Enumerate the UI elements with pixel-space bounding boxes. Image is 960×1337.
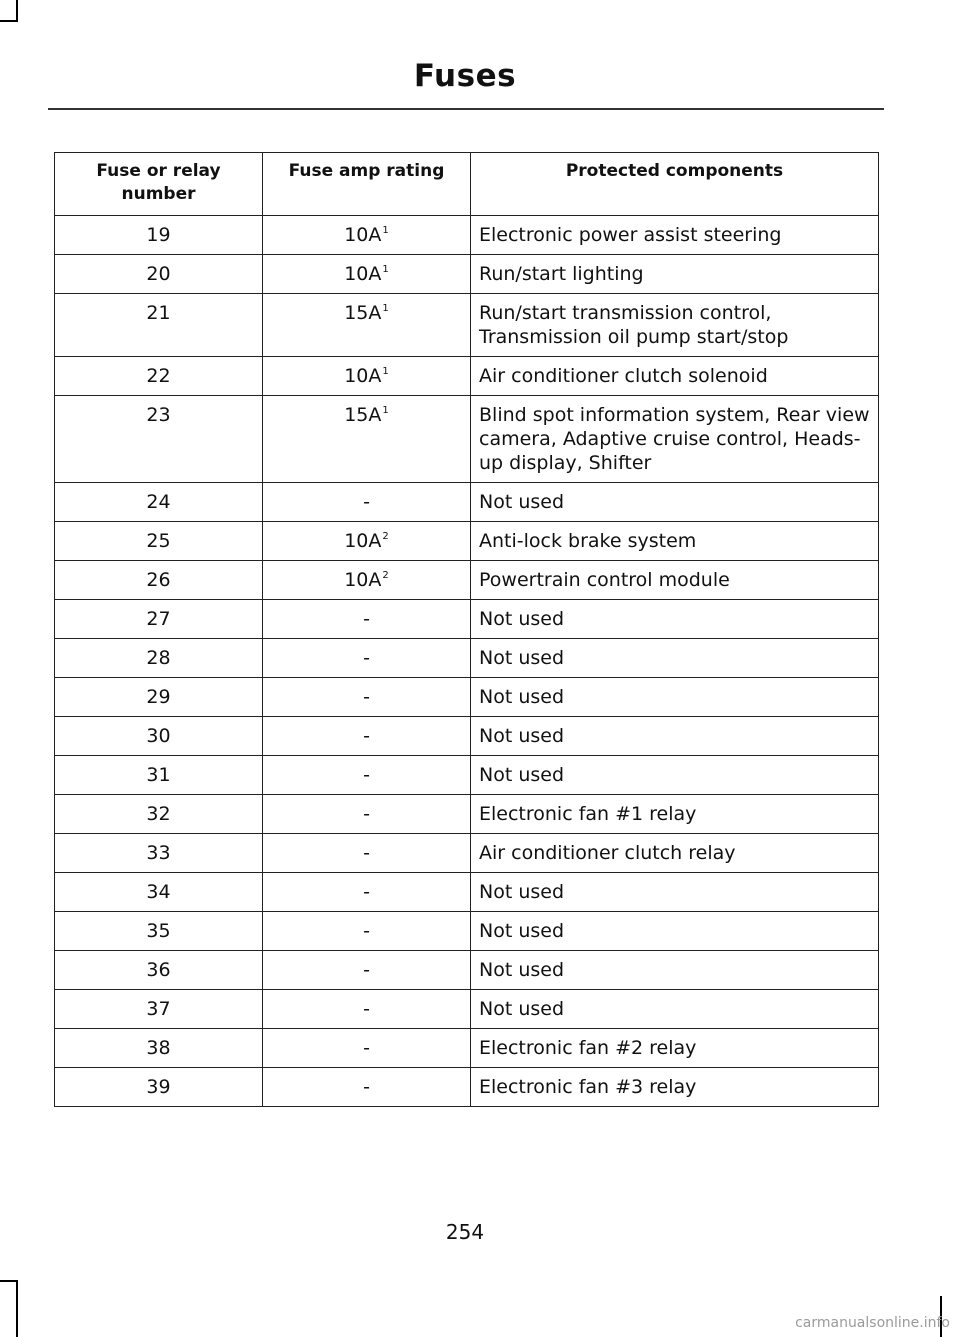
- fuse-number: 26: [55, 561, 263, 600]
- amp-value: -: [363, 881, 370, 903]
- fuse-amp-rating: [263, 561, 471, 600]
- fuse-number: 30: [55, 717, 263, 756]
- table-row: [55, 1068, 879, 1107]
- fuse-amp-rating: [263, 600, 471, 639]
- table-row: [55, 561, 879, 600]
- fuse-amp-rating: [263, 717, 471, 756]
- protected-components: Air conditioner clutch relay: [471, 834, 879, 873]
- fuse-amp-rating: [263, 639, 471, 678]
- protected-components: Powertrain control module: [471, 561, 879, 600]
- protected-components: Not used: [471, 990, 879, 1029]
- fuse-number: 32: [55, 795, 263, 834]
- fuse-number: 21: [55, 294, 263, 357]
- header-rule: [48, 108, 884, 110]
- table-row: [55, 717, 879, 756]
- column-header-components: Protected components: [471, 153, 879, 216]
- table-row: [55, 216, 879, 255]
- amp-value: -: [363, 491, 370, 513]
- fuse-amp-rating: [263, 756, 471, 795]
- fuse-amp-rating: [263, 396, 471, 483]
- page-number: 254: [445, 1220, 485, 1244]
- protected-components: Not used: [471, 678, 879, 717]
- amp-value: -: [363, 686, 370, 708]
- protected-components: Electronic fan #3 relay: [471, 1068, 879, 1107]
- fuse-amp-rating: [263, 990, 471, 1029]
- footnote-marker: 2: [382, 570, 389, 581]
- fuse-number: 33: [55, 834, 263, 873]
- amp-value: -: [363, 920, 370, 942]
- crop-mark-bottom-left-v: [16, 1280, 18, 1337]
- fuse-amp-rating: [263, 294, 471, 357]
- fuse-amp-rating: [263, 834, 471, 873]
- protected-components: Not used: [471, 951, 879, 990]
- amp-value: -: [363, 1037, 370, 1059]
- fuse-amp-rating: [263, 357, 471, 396]
- fuse-number: 24: [55, 483, 263, 522]
- amp-value: 10A: [344, 224, 382, 246]
- fuse-number: 23: [55, 396, 263, 483]
- fuse-amp-rating: [263, 483, 471, 522]
- fuse-amp-rating: [263, 522, 471, 561]
- amp-value: -: [363, 725, 370, 747]
- table-row: [55, 795, 879, 834]
- table-row: [55, 756, 879, 795]
- fuse-number: 27: [55, 600, 263, 639]
- amp-value: 15A: [344, 404, 382, 426]
- protected-components: Blind spot information system, Rear view camera, Adaptive cruise control, Heads-up display, Shifter: [471, 396, 879, 483]
- column-header-number: Fuse or relay number: [55, 153, 263, 216]
- fuse-number: 29: [55, 678, 263, 717]
- amp-value: -: [363, 998, 370, 1020]
- fuse-amp-rating: [263, 255, 471, 294]
- protected-components: Run/start lighting: [471, 255, 879, 294]
- table-row: [55, 1029, 879, 1068]
- amp-value: 10A: [344, 365, 382, 387]
- amp-value: -: [363, 1076, 370, 1098]
- fuse-amp-rating: [263, 1068, 471, 1107]
- fuse-number: 39: [55, 1068, 263, 1107]
- footnote-marker: 1: [382, 225, 389, 236]
- protected-components: Run/start transmission control, Transmission oil pump start/stop: [471, 294, 879, 357]
- table-row: [55, 483, 879, 522]
- fuse-number: 20: [55, 255, 263, 294]
- protected-components: Electronic fan #2 relay: [471, 1029, 879, 1068]
- protected-components: Not used: [471, 639, 879, 678]
- fuse-amp-rating: [263, 1029, 471, 1068]
- crop-mark-top-left-h: [0, 20, 18, 22]
- protected-components: Not used: [471, 483, 879, 522]
- fuse-number: 31: [55, 756, 263, 795]
- amp-value: 15A: [344, 302, 382, 324]
- table-row: [55, 294, 879, 357]
- amp-value: 10A: [344, 569, 382, 591]
- protected-components: Electronic fan #1 relay: [471, 795, 879, 834]
- fuse-number: 37: [55, 990, 263, 1029]
- protected-components: Anti-lock brake system: [471, 522, 879, 561]
- footnote-marker: 1: [382, 303, 389, 314]
- protected-components: Not used: [471, 873, 879, 912]
- fuse-number: 34: [55, 873, 263, 912]
- fuse-number: 36: [55, 951, 263, 990]
- protected-components: Electronic power assist steering: [471, 216, 879, 255]
- crop-mark-bottom-left-h: [0, 1280, 18, 1282]
- amp-value: 10A: [344, 530, 382, 552]
- protected-components: Not used: [471, 912, 879, 951]
- fuse-number: 22: [55, 357, 263, 396]
- footnote-marker: 2: [382, 531, 389, 542]
- column-header-rating: Fuse amp rating: [263, 153, 471, 216]
- fuse-number: 38: [55, 1029, 263, 1068]
- amp-value: -: [363, 842, 370, 864]
- protected-components: Not used: [471, 717, 879, 756]
- footnote-marker: 1: [382, 405, 389, 416]
- table-row: [55, 678, 879, 717]
- fuse-number: 28: [55, 639, 263, 678]
- fuse-amp-rating: [263, 873, 471, 912]
- footnote-marker: 1: [382, 264, 389, 275]
- table-row: [55, 522, 879, 561]
- protected-components: Air conditioner clutch solenoid: [471, 357, 879, 396]
- table-row: [55, 873, 879, 912]
- table-row: [55, 951, 879, 990]
- table-row: [55, 834, 879, 873]
- protected-components: Not used: [471, 756, 879, 795]
- table-row: [55, 255, 879, 294]
- table-row: [55, 396, 879, 483]
- table-header-row: [55, 153, 879, 216]
- fuse-number: 19: [55, 216, 263, 255]
- watermark: carmanualsonline.info: [795, 1315, 950, 1331]
- table-row: [55, 600, 879, 639]
- table-row: [55, 912, 879, 951]
- amp-value: -: [363, 959, 370, 981]
- fuse-amp-rating: [263, 795, 471, 834]
- protected-components: Not used: [471, 600, 879, 639]
- fuse-amp-rating: [263, 951, 471, 990]
- amp-value: -: [363, 608, 370, 630]
- amp-value: -: [363, 647, 370, 669]
- amp-value: -: [363, 803, 370, 825]
- page-title: Fuses: [413, 58, 517, 94]
- fuse-amp-rating: [263, 216, 471, 255]
- amp-value: -: [363, 764, 370, 786]
- footnote-marker: 1: [382, 366, 389, 377]
- fuse-amp-rating: [263, 678, 471, 717]
- crop-mark-top-left-v: [16, 0, 18, 20]
- fuse-number: 25: [55, 522, 263, 561]
- fuse-amp-rating: [263, 912, 471, 951]
- fuse-table: [54, 152, 879, 1107]
- table-row: [55, 990, 879, 1029]
- fuse-number: 35: [55, 912, 263, 951]
- fuse-table-body: [55, 216, 879, 1107]
- table-row: [55, 357, 879, 396]
- table-row: [55, 639, 879, 678]
- amp-value: 10A: [344, 263, 382, 285]
